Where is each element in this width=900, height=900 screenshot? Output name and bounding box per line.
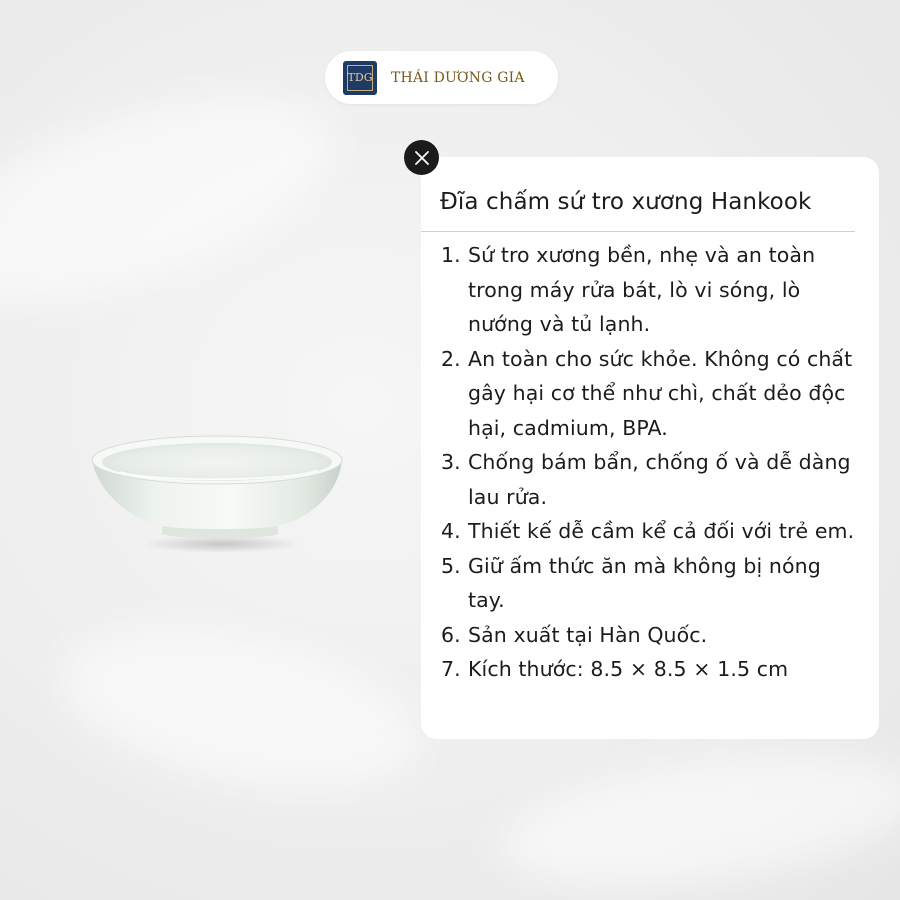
brand-logo-icon — [343, 61, 377, 95]
feature-text: Chống bám bẩn, chống ố và dễ dàng lau rửa. — [468, 450, 851, 509]
background-fold — [49, 604, 430, 816]
feature-number: 2. — [441, 346, 461, 371]
feature-text: Thiết kế dễ cầm kể cả đối với trẻ em. — [468, 519, 855, 543]
close-icon — [414, 150, 430, 166]
feature-text: Kích thước: 8.5 × 8.5 × 1.5 cm — [468, 657, 789, 681]
product-info-card — [421, 157, 879, 739]
feature-text: An toàn cho sức khỏe. Không có chất gây hại cơ thể như chì, chất dẻo độc hại, cadmium, BPA. — [468, 346, 853, 440]
feature-number: 1. — [441, 243, 461, 267]
title-divider — [421, 231, 855, 232]
feature-number: 6. — [441, 622, 461, 647]
feature-number: 7. — [441, 657, 461, 681]
background-fold — [494, 731, 900, 900]
background-fold — [0, 59, 354, 341]
feature-item — [441, 514, 855, 549]
feature-text: Giữ ấm thức ăn mà không bị nóng tay. — [468, 553, 821, 612]
close-button[interactable] — [404, 140, 439, 175]
feature-text: Sản xuất tại Hàn Quốc. — [468, 622, 708, 647]
feature-text: Sứ tro xương bền, nhẹ và an toàn trong máy rửa bát, lò vi sóng, lò nướng và tủ lạnh. — [468, 243, 816, 336]
feature-item — [441, 445, 855, 514]
bowl-image — [80, 420, 360, 570]
product-title: Đĩa chấm sứ tro xương Hankook — [440, 189, 812, 215]
feature-list — [421, 238, 879, 687]
feature-item — [441, 652, 855, 687]
feature-item — [441, 549, 855, 618]
feature-number: 5. — [441, 553, 461, 578]
feature-item — [441, 238, 855, 342]
feature-item — [441, 618, 855, 653]
brand-logo-mark: TDG — [347, 71, 373, 84]
feature-number: 4. — [441, 519, 461, 543]
feature-number: 3. — [441, 450, 461, 474]
feature-item — [441, 342, 855, 446]
brand-badge — [325, 51, 558, 104]
brand-name: THÁI DƯƠNG GIA — [391, 69, 525, 86]
